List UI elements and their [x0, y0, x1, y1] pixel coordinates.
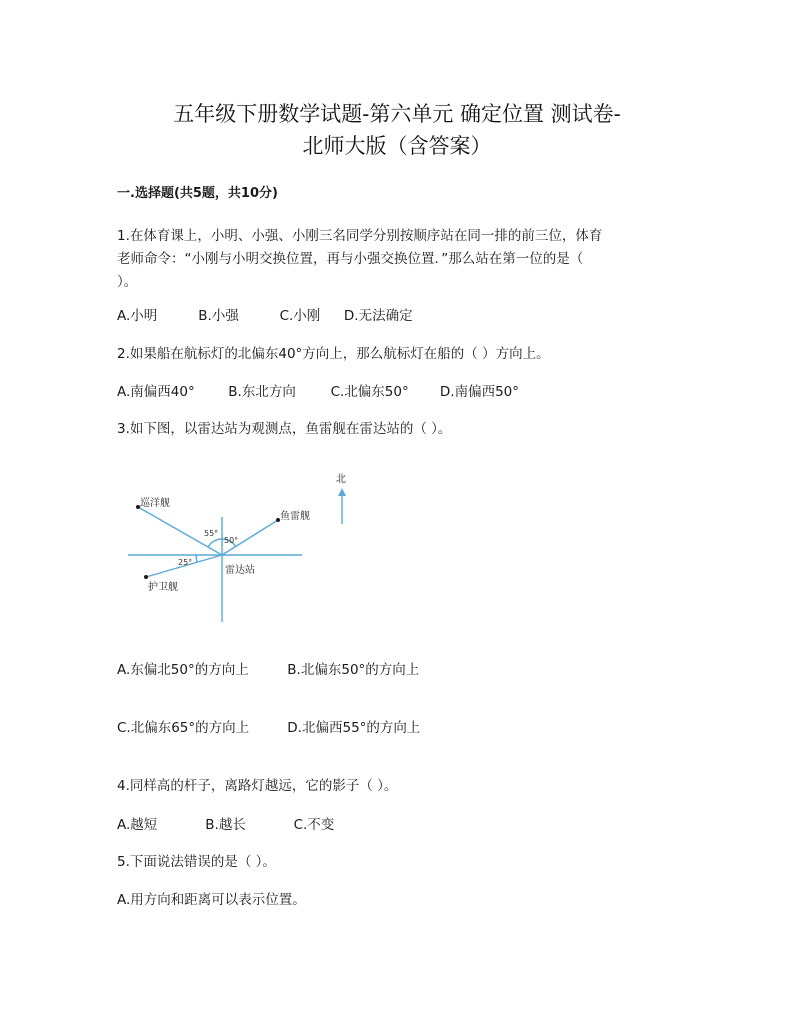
q1-option-a[interactable]: A.小明: [117, 308, 158, 324]
q1-text-line-1: 1.在体育课上，小明、小强、小刚三名同学分别按顺序站在同一排的前三位，体育: [117, 228, 603, 244]
q1-option-d[interactable]: D.无法确定: [343, 308, 413, 324]
q5-option-a[interactable]: A.用方向和距离可以表示位置。: [117, 892, 306, 908]
q4-text: 4.同样高的杆子，离路灯越远，它的影子（ ）。: [117, 778, 398, 794]
q2-option-d[interactable]: D.南偏西50°: [439, 384, 520, 400]
radar-label: 雷达站: [225, 565, 255, 576]
q3-options-row-1: [117, 658, 419, 678]
q3-option-b[interactable]: B.北偏东50°的方向上: [287, 662, 420, 678]
q1-options: [117, 304, 413, 324]
torpedo-boat-label: 鱼雷舰: [280, 511, 310, 522]
q1-option-c[interactable]: C.小刚: [279, 308, 321, 324]
angle-25-label: 25°: [178, 558, 193, 567]
q1-text-line-2: 老师命令：“小刚与小明交换位置，再与小强交换位置．”那么站在第一位的是（: [117, 251, 584, 267]
q4-options: [117, 813, 334, 833]
cruiser-label: 巡洋舰: [140, 498, 170, 509]
angle-50-label: 50°: [224, 536, 239, 545]
q2-option-a[interactable]: A.南偏西40°: [117, 384, 195, 400]
q2-text: 2.如果船在航标灯的北偏东40°方向上，那么航标灯在船的（ ）方向上。: [117, 346, 550, 362]
q1-text-line-3: ）。: [117, 274, 138, 290]
q4-option-c[interactable]: C.不变: [293, 817, 335, 833]
q4-option-b[interactable]: B.越长: [205, 817, 246, 833]
angle-arc-55: [208, 539, 222, 547]
page-title-line-1: 五年级下册数学试题-第六单元 确定位置 测试卷-: [173, 102, 621, 126]
radar-position-diagram: [120, 462, 360, 622]
q3-option-a[interactable]: A.东偏北50°的方向上: [117, 662, 249, 678]
section-heading: 一.选择题(共5题，共10分): [117, 186, 278, 201]
north-label: 北: [336, 474, 346, 485]
q4-option-a[interactable]: A.越短: [117, 817, 158, 833]
q3-text: 3.如下图，以雷达站为观测点，鱼雷舰在雷达站的（ ）。: [117, 421, 452, 437]
angle-arc-25: [196, 555, 197, 562]
escort-point: [144, 575, 148, 579]
q2-options: [117, 380, 519, 400]
north-arrow-icon: [338, 488, 346, 496]
escort-label: 护卫舰: [148, 582, 178, 593]
q5-text: 5.下面说法错误的是（ ）。: [117, 854, 276, 870]
page-title-line-2: 北师大版（含答案）: [302, 134, 492, 158]
q2-option-c[interactable]: C.北偏东50°: [330, 384, 409, 400]
q3-option-d[interactable]: D.北偏西55°的方向上: [287, 720, 421, 736]
q1-option-b[interactable]: B.小强: [198, 308, 239, 324]
angle-55-label: 55°: [204, 529, 219, 538]
q3-option-c[interactable]: C.北偏东65°的方向上: [117, 720, 250, 736]
q2-option-b[interactable]: B.东北方向: [228, 384, 296, 400]
q3-options-row-2: [117, 716, 420, 736]
